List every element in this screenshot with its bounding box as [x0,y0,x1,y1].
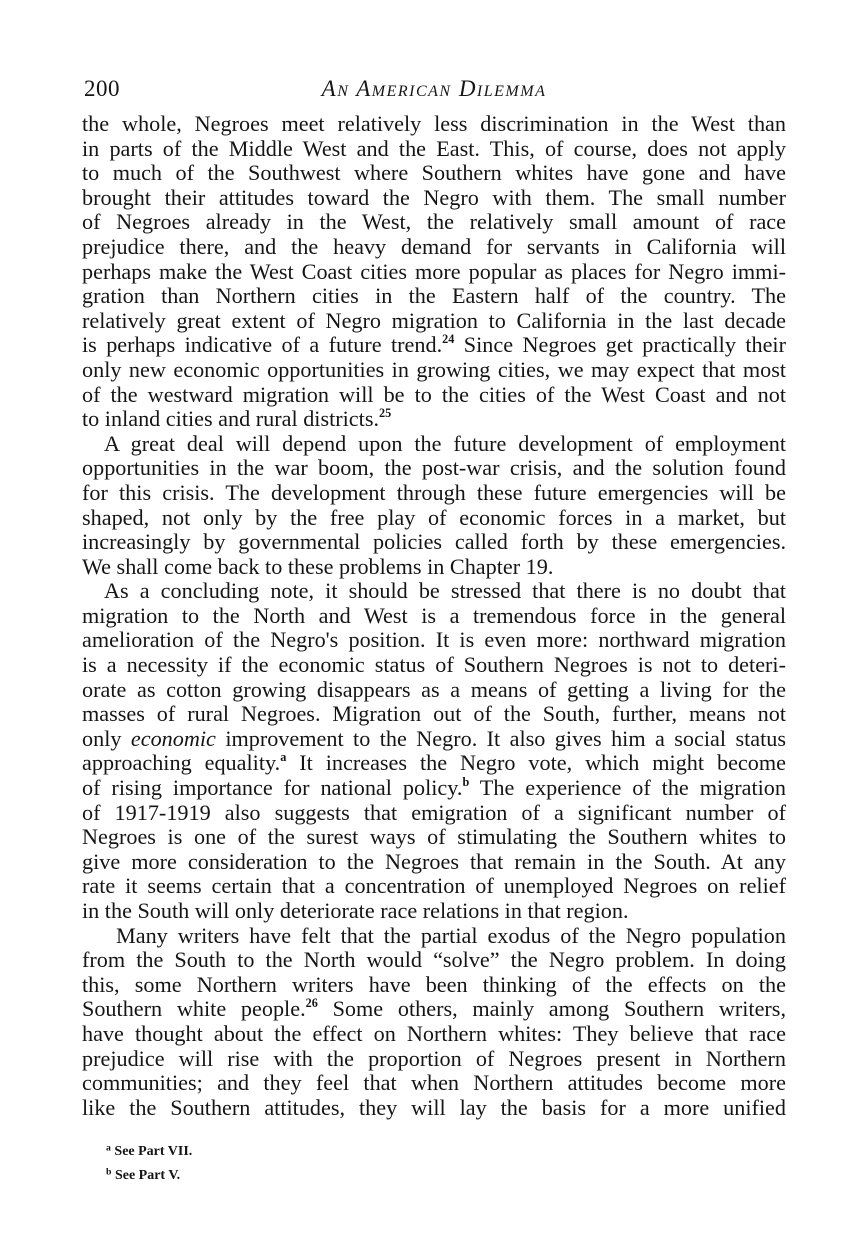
page-header [84,76,784,104]
text-line: give more consideration to the Negroes that remain in the South. At any [82,848,786,874]
footnote-marker: a [106,1142,111,1154]
text-segment: is perhaps indicative of a future trend. [82,332,443,358]
footnotes [106,1140,192,1188]
text-line: opportunities in the war boom, the post-war crisis, and the solution found [82,455,786,481]
text-line: the whole, Negroes meet relatively less discrimination in the West than [82,111,786,136]
footnote-text: See Part V. [111,1168,181,1183]
text-line: brought their attitudes toward the Negro with them. The small number [82,184,786,210]
footnote-text: See Part VII. [110,1144,193,1159]
text-line: have thought about the effect on Northern whites: They believe that race [82,1020,786,1046]
text-line: increasingly by governmental policies called forth by these emergencies. [82,529,786,555]
endnote-marker: 24 [442,332,455,347]
running-title: An American Dilemma [321,76,547,101]
text-line: relatively great extent of Negro migration to California in the last decade [82,307,786,333]
text-segment: approaching equality. [82,750,281,776]
text-line: migration to the North and West is a tremendous force in the general [82,602,786,628]
text-line: communities; and they feel that when Northern attitudes become more [82,1070,786,1096]
text-line: rate it seems certain that a concentration of unemployed Negroes on relief [82,873,786,899]
text-line: orate as cotton growing disappears as a means of getting a living for the [82,676,786,702]
text-line: masses of rural Negroes. Migration out of the South, further, means not [82,701,786,727]
endnote-marker: 25 [379,405,392,420]
text-line [82,407,786,432]
text-segment: Southern white people. [82,996,306,1022]
text-segment: to inland cities and rural districts. [82,406,379,432]
text-line: We shall come back to these problems in Chapter 19. [82,553,554,579]
text-segment: Since Negroes get practically their [454,332,786,358]
text-line: in parts of the Middle West and the East. This, of course, does not apply [82,135,786,161]
text-line: in the South will only deteriorate race relations in that region. [82,898,629,923]
text-line: As a concluding note, it should be stressed that there is no doubt that [104,578,786,604]
text-line: of 1917-1919 also suggests that emigration of a significant number of [82,799,786,825]
body-text [82,112,786,1120]
text-line: of Negroes already in the West, the relatively small amount of race [82,209,786,235]
text-segment: only [82,725,131,751]
text-line: shaped, not only by the free play of economic forces in a market, but [82,504,786,530]
text-segment: Some others, mainly among Southern writers, [317,996,786,1022]
text-segment: improvement to the Negro. It also gives him a social status [215,725,786,751]
text-line: gration than Northern cities in the Eastern half of the country. The [82,283,786,309]
text-line: prejudice will rise with the proportion of Negroes present in Northern [82,1045,786,1071]
emphasis: economic [130,725,216,751]
text-segment: It increases the Negro vote, which might become [286,750,786,776]
text-segment: of rising importance for national policy. [82,775,463,801]
text-line: amelioration of the Negro's position. It is even more: northward migration [82,627,786,653]
text-line: like the Southern attitudes, they will lay the basis for a more unified [82,1094,786,1120]
text-line: for this crisis. The development through these future emergencies will be [82,479,786,505]
text-line [82,997,786,1022]
text-line: to much of the Southwest where Southern whites have gone and have [82,160,786,186]
text-line: of the westward migration will be to the cities of the West Coast and not [82,381,786,407]
paragraph [82,579,786,923]
endnote-marker: 26 [305,996,318,1011]
text-line [82,751,786,776]
text-line: prejudice there, and the heavy demand for servants in California will [82,233,786,259]
footnote-marker: b [106,1166,112,1178]
text-segment: The experience of the migration [469,775,786,801]
page-number: 200 [84,76,120,101]
paragraph [82,432,786,580]
text-line [82,727,786,752]
text-line: only new economic opportunities in growing cities, we may expect that most [82,356,786,382]
footnote-marker: a [280,750,287,765]
paragraph [82,112,786,432]
footnote-marker: b [462,774,470,789]
text-line [82,333,786,358]
text-line: Many writers have felt that the partial exodus of the Negro population [116,922,786,948]
footnote [106,1164,192,1188]
text-line: A great deal will depend upon the future development of employment [104,430,786,456]
text-line [82,776,786,801]
text-line: perhaps make the West Coast cities more popular as places for Negro immi- [82,258,786,284]
text-line: Negroes is one of the surest ways of stimulating the Southern whites to [82,824,786,850]
footnote [106,1140,192,1164]
text-line: is a necessity if the economic status of Southern Negroes is not to deteri- [82,652,786,678]
text-line: from the South to the North would “solve” the Negro problem. In doing [82,947,786,973]
text-line: this, some Northern writers have been thinking of the effects on the [82,971,786,997]
paragraph [82,924,786,1121]
